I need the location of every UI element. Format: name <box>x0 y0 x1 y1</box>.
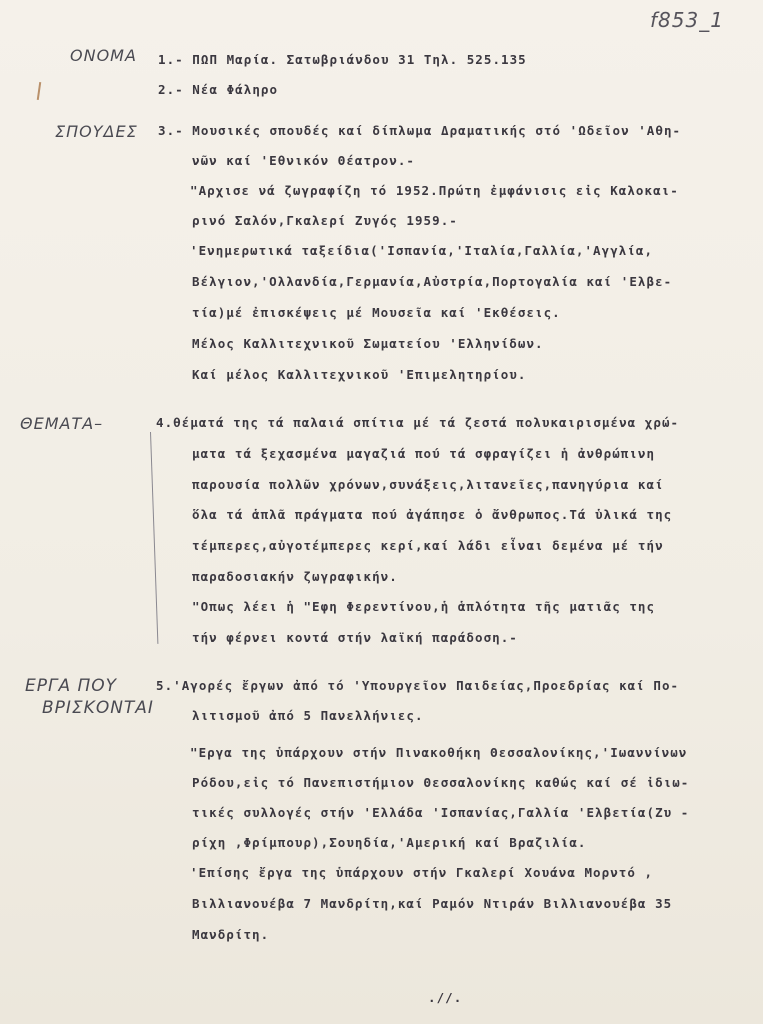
margin-note-erga-line1: ΕΡΓΑ ΠΟΥ <box>25 676 118 696</box>
text-line: Ρόδου,εἰς τό Πανεπιστήμιον Θεσσαλονίκης καθώς καί σέ ἰδιω- <box>192 775 690 790</box>
text-line: "Εργα της ὑπάρχουν στήν Πινακοθήκη Θεσσαλονίκης,'Ιωαννίνων <box>190 745 688 760</box>
text-line: 'Επίσης ἔργα της ὑπάρχουν στήν Γκαλερί Χουάνα Μορντό , <box>190 865 654 880</box>
text-line: "Αρχισε νά ζωγραφίζη τό 1952.Πρώτη ἐμφάνισις εἰς Καλοκαι- <box>190 183 679 198</box>
text-line: τέμπερες,αὐγοτέμπερες κερί,καί λάδι εἶναι δεμένα μέ τήν <box>192 538 664 553</box>
text-line: 5.'Αγορές ἔργων ἀπό τό 'Υπουργεῖον Παιδείας,Προεδρίας καί Πο- <box>156 678 680 693</box>
rust-mark <box>37 82 41 100</box>
text-line: τικές συλλογές στήν 'Ελλάδα 'Ισπανίας,Γαλλία 'Ελβετία(Ζυ - <box>192 805 690 820</box>
text-line: Καί μέλος Καλλιτεχνικοῦ 'Επιμελητηρίου. <box>192 367 527 382</box>
text-line: 4.θέματά της τά παλαιά σπίτια μέ τά ζεστά πολυκαιρισμένα χρώ- <box>156 415 680 430</box>
margin-note-themata: ΘΕΜΑΤΑ– <box>20 414 104 433</box>
text-line: ρινό Σαλόν,Γκαλερί Ζυγός 1959.- <box>192 213 458 228</box>
text-line: τία)μέ ἐπισκέψεις μέ Μουσεῖα καί 'Εκθέσεις. <box>192 305 561 320</box>
text-line: τήν φέρνει κοντά στήν λαϊκή παράδοση.- <box>192 630 518 645</box>
margin-note-erga-line2: ΒΡΙΣΚΟΝΤΑΙ <box>42 698 154 718</box>
text-line: παραδοσιακήν ζωγραφικήν. <box>192 569 398 584</box>
margin-note-spoudes: ΣΠΟΥΔΕΣ <box>55 122 138 141</box>
text-line: 1.- ΠΩΠ Μαρία. Σατωβριάνδου 31 Τηλ. 525.135 <box>158 52 527 67</box>
text-line: ρίχη ,Φρίμπουρ),Σουηδία,'Αμερική καί Βραζιλία. <box>192 835 587 850</box>
text-line: 2.- Νέα Φάληρο <box>158 82 279 97</box>
text-line: λιτισμοῦ ἀπό 5 Πανελλήνιες. <box>192 708 424 723</box>
text-line: 'Ενημερωτικά ταξείδια('Ισπανία,'Ιταλία,Γαλλία,'Αγγλία, <box>190 243 654 258</box>
text-line: Βέλγιον,'Ολλανδία,Γερμανία,Αὐστρία,Πορτογαλία καί 'Ελβε- <box>192 274 673 289</box>
text-line: 3.- Μουσικές σπουδές καί δίπλωμα Δραματικής στό 'Ωδεῖον 'Αθη- <box>158 123 682 138</box>
text-line: "Οπως λέει ἡ "Εφη Φερεντίνου,ἡ ἁπλότητα τῆς ματιᾶς της <box>192 599 656 614</box>
text-line: ματα τά ξεχασμένα μαγαζιά πού τά σφραγίζει ἡ ἀνθρώπινη <box>192 446 656 461</box>
text-line: Βιλλιανουέβα 7 Μανδρίτη,καί Ραμόν Ντιράν Βιλλιανουέβα 35 <box>192 896 673 911</box>
margin-note-onoma: ΟΝΟΜΑ <box>70 46 137 65</box>
margin-bracket-line <box>150 432 158 644</box>
text-line: Μανδρίτη. <box>192 927 270 942</box>
text-line: ὅλα τά ἁπλᾶ πράγματα πού ἀγάπησε ὁ ἄνθρωπος.Τά ὑλικά της <box>192 507 673 522</box>
page-continuation-mark: .//. <box>428 990 463 1005</box>
archive-reference: f853_1 <box>650 8 724 32</box>
text-line: Μέλος Καλλιτεχνικοῦ Σωματείου 'Ελληνίδων. <box>192 336 544 351</box>
text-line: νῶν καί 'Εθνικόν Θέατρον.- <box>192 153 415 168</box>
text-line: παρουσία πολλῶν χρόνων,συνάξεις,λιτανεῖες,πανηγύρια καί <box>192 477 664 492</box>
